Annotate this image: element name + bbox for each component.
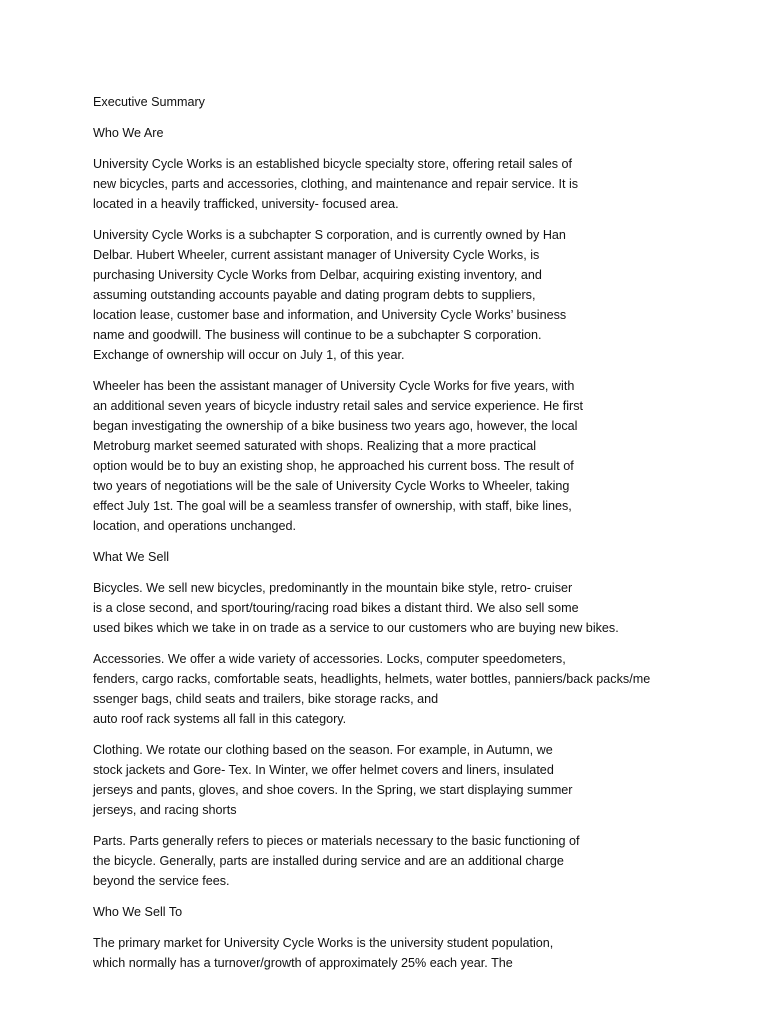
paragraph-line: University Cycle Works is an established bicycle specialty store, offering retail sales of xyxy=(93,157,572,171)
paragraph-line: assuming outstanding accounts payable and dating program debts to suppliers, xyxy=(93,288,536,302)
paragraph-line: purchasing University Cycle Works from Delbar, acquiring existing inventory, and xyxy=(93,268,542,282)
document-title: Executive Summary xyxy=(93,95,205,109)
paragraph-line: name and goodwill. The business will continue to be a subchapter S corporation. xyxy=(93,328,542,342)
paragraph-line: Accessories. We offer a wide variety of accessories. Locks, computer speedometers, xyxy=(93,652,566,666)
paragraph-line: location, and operations unchanged. xyxy=(93,519,297,533)
paragraph-line: University Cycle Works is a subchapter S corporation, and is currently owned by Han xyxy=(93,228,566,242)
paragraph-line: jerseys, and racing shorts xyxy=(93,803,237,817)
body-paragraph xyxy=(93,376,733,536)
document-body xyxy=(93,92,733,984)
paragraph-line: ssenger bags, child seats and trailers, bike storage racks, and xyxy=(93,692,439,706)
paragraph-line: Clothing. We rotate our clothing based on the season. For example, in Autumn, we xyxy=(93,743,553,757)
paragraph-line: jerseys and pants, gloves, and shoe covers. In the Spring, we start displaying summer xyxy=(93,783,573,797)
paragraph-line: Delbar. Hubert Wheeler, current assistant manager of University Cycle Works, is xyxy=(93,248,540,262)
paragraph-line: location lease, customer base and information, and University Cycle Works’ business xyxy=(93,308,567,322)
paragraph-line: Bicycles. We sell new bicycles, predominantly in the mountain bike style, retro‐ cruiser xyxy=(93,581,573,595)
paragraph-line: new bicycles, parts and accessories, clothing, and maintenance and repair service. It is xyxy=(93,177,579,191)
paragraph-line: The primary market for University Cycle Works is the university student population, xyxy=(93,936,554,950)
section-heading: Who We Are xyxy=(93,126,164,140)
body-paragraph xyxy=(93,154,733,214)
paragraph-line: Parts. Parts generally refers to pieces or materials necessary to the basic functioning of xyxy=(93,834,580,848)
paragraph-line: which normally has a turnover/growth of approximately 25% each year. The xyxy=(93,956,513,970)
paragraph-line: option would be to buy an existing shop, he approached his current boss. The result of xyxy=(93,459,574,473)
body-paragraph xyxy=(93,225,733,365)
paragraph-line: Metroburg market seemed saturated with shops. Realizing that a more practical xyxy=(93,439,537,453)
paragraph-line: Wheeler has been the assistant manager of University Cycle Works for five years, with xyxy=(93,379,575,393)
body-paragraph xyxy=(93,578,733,638)
paragraph-line: an additional seven years of bicycle industry retail sales and service experience. He first xyxy=(93,399,584,413)
paragraph-line: stock jackets and Gore‐ Tex. In Winter, we offer helmet covers and liners, insulated xyxy=(93,763,554,777)
paragraph-line: located in a heavily trafficked, university‐ focused area. xyxy=(93,197,399,211)
paragraph-line: fenders, cargo racks, comfortable seats, headlights, helmets, water bottles, panniers/back packs/me xyxy=(93,672,651,686)
section-heading: What We Sell xyxy=(93,550,170,564)
paragraph-line: auto roof rack systems all fall in this category. xyxy=(93,712,347,726)
paragraph-line: is a close second, and sport/touring/racing road bikes a distant third. We also sell some xyxy=(93,601,579,615)
paragraph-line: effect July 1st. The goal will be a seamless transfer of ownership, with staff, bike lines, xyxy=(93,499,572,513)
body-paragraph xyxy=(93,740,733,820)
paragraph-line: beyond the service fees. xyxy=(93,874,230,888)
body-paragraph xyxy=(93,933,733,973)
document-sections xyxy=(93,123,733,973)
body-paragraph xyxy=(93,831,733,891)
paragraph-line: used bikes which we take in on trade as a service to our customers who are buying new bikes. xyxy=(93,621,619,635)
paragraph-line: two years of negotiations will be the sale of University Cycle Works to Wheeler, taking xyxy=(93,479,570,493)
paragraph-line: the bicycle. Generally, parts are installed during service and are an additional charge xyxy=(93,854,564,868)
body-paragraph xyxy=(93,649,733,729)
paragraph-line: Exchange of ownership will occur on July 1, of this year. xyxy=(93,348,405,362)
paragraph-line: began investigating the ownership of a bike business two years ago, however, the local xyxy=(93,419,578,433)
section-heading: Who We Sell To xyxy=(93,905,183,919)
